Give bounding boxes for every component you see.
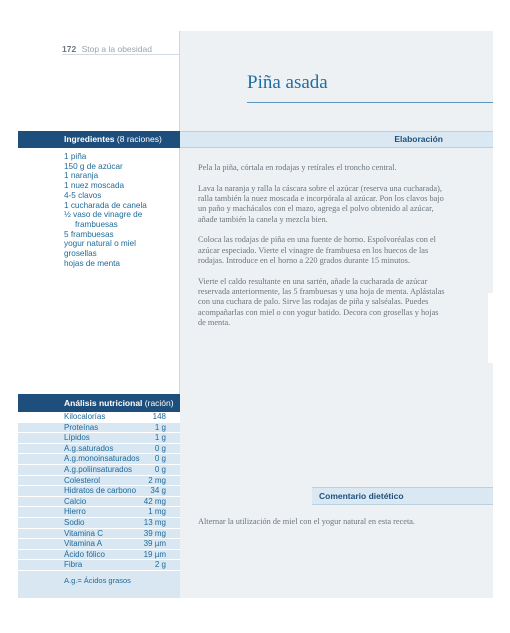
preparation-title: Elaboración xyxy=(394,134,443,144)
nutrient-value: 13 mg xyxy=(143,517,180,528)
nutrient-value: 2 g xyxy=(143,560,180,571)
nutrition-row xyxy=(18,528,180,539)
nutrition-row xyxy=(18,412,180,422)
nutrient-value: 39 mg xyxy=(143,528,180,539)
nutrition-row xyxy=(18,517,180,528)
nutrient-label: Fibra xyxy=(18,560,143,571)
nutrition-row xyxy=(18,549,180,560)
nutrient-label: Proteínas xyxy=(18,422,143,433)
ingredients-servings: (8 raciones) xyxy=(116,134,162,144)
ingredient-item: 1 naranja xyxy=(64,171,99,181)
preparation-header xyxy=(180,131,493,148)
ingredient-item: 1 piña xyxy=(64,152,87,161)
nutrition-row xyxy=(18,486,180,497)
book-title: Stop a la obesidad xyxy=(81,44,152,54)
nutrient-label: Hierro xyxy=(18,507,143,518)
nutrient-value: 1 mg xyxy=(143,507,180,518)
nutrient-value: 1 g xyxy=(143,422,180,433)
ingredient-item: yogur natural o miel xyxy=(64,239,136,249)
nutrition-table xyxy=(18,412,180,571)
page-header xyxy=(62,44,152,54)
preparation-paragraph: Pela la piña, córtala en rodajas y retírales el troncho central. xyxy=(198,163,397,172)
comment-header xyxy=(312,487,493,505)
nutrient-value: 39 µm xyxy=(143,539,180,550)
ingredient-item: ½ vaso de vinagre de xyxy=(64,210,143,220)
nutrition-row xyxy=(18,496,180,507)
nutrition-note: A.g.= Ácidos grasos xyxy=(64,576,131,585)
nutrition-row xyxy=(18,454,180,465)
nutrient-label: Sodio xyxy=(18,517,143,528)
nutrient-value: 0 g xyxy=(143,454,180,465)
ingredients-list xyxy=(64,152,176,268)
nutrient-label: Hidratos de carbono xyxy=(18,486,143,497)
nutrient-value: 34 g xyxy=(143,486,180,497)
comment-text: Alternar la utilización de miel con el yogur natural en esta receta. xyxy=(198,517,416,526)
nutrient-value: 0 g xyxy=(143,443,180,454)
nutrient-label: Vitamina A xyxy=(18,539,143,550)
ingredient-item: grosellas xyxy=(64,249,97,259)
preparation-paragraph: Vierte el caldo resultante en una sartén, añade la cucharada de azúcar reservada anteriormente, las 5 frambuesas y una hoja de menta. Aplástalas con una cuchara de palo. Sirve las rodajas de piña y salséalas. Puedes acompañarlas con miel o con yogur batido. Decora con grosellas y hojas de menta. xyxy=(198,276,445,328)
nutrition-row xyxy=(18,475,180,486)
nutrition-row xyxy=(18,507,180,518)
nutrient-value: 42 mg xyxy=(143,496,180,507)
header-rule xyxy=(62,54,180,55)
ingredient-item: frambuesas xyxy=(75,219,118,229)
nutrition-row xyxy=(18,464,180,475)
preparation-steps xyxy=(198,163,448,339)
page-number: 172 xyxy=(62,44,77,54)
nutrition-title: Análisis nutricional xyxy=(64,398,143,408)
nutrition-row xyxy=(18,422,180,433)
nutrient-label: Kilocalorías xyxy=(18,412,143,422)
nutrient-label: Vitamina C xyxy=(18,528,143,539)
ingredient-item: 5 frambuesas xyxy=(64,229,114,239)
right-edge-tab xyxy=(488,293,493,363)
ingredients-header xyxy=(18,131,180,148)
nutrient-value: 19 µm xyxy=(143,549,180,560)
nutrition-subtitle: (ración) xyxy=(144,398,174,408)
ingredient-item: hojas de menta xyxy=(64,258,120,268)
ingredients-title: Ingredientes xyxy=(64,134,115,144)
nutrient-value: 0 g xyxy=(143,464,180,475)
ingredient-item: 1 nuez moscada xyxy=(64,181,125,191)
nutrition-row xyxy=(18,433,180,444)
ingredient-item: 1 cucharada de canela xyxy=(64,200,147,210)
nutrient-value: 148 xyxy=(143,412,180,422)
nutrition-row xyxy=(18,560,180,571)
preparation-paragraph: Lava la naranja y ralla la cáscara sobre el azúcar (reserva una cucharada), ralla también la nuez moscada e incorpórala al azúcar. Pon los clavos bajo un paño y machácalos con el mazo, agrega el polvo obtenido al azúcar, añade también la canela y mezcla bien. xyxy=(198,183,444,224)
nutrient-label: Lípidos xyxy=(18,433,143,444)
ingredient-item: 150 g de azúcar xyxy=(64,161,123,171)
recipe-title: Piña asada xyxy=(247,72,328,93)
nutrient-label: Colesterol xyxy=(18,475,143,486)
title-rule xyxy=(247,102,493,103)
nutrition-row xyxy=(18,539,180,550)
nutrition-row xyxy=(18,443,180,454)
ingredient-item: 4-5 clavos xyxy=(64,190,102,200)
nutrition-header xyxy=(18,394,180,412)
nutrient-label: A.g.monoinsaturados xyxy=(18,454,143,465)
nutrient-label: Ácido fólico xyxy=(18,549,143,560)
comment-title: Comentario dietético xyxy=(319,491,404,501)
nutrient-label: A.g.saturados xyxy=(18,443,143,454)
nutrient-value: 1 g xyxy=(143,433,180,444)
nutrient-label: A.g.poliinsaturados xyxy=(18,464,143,475)
nutrient-label: Calcio xyxy=(18,496,143,507)
nutrient-value: 2 mg xyxy=(143,475,180,486)
preparation-paragraph: Coloca las rodajas de piña en una fuente de horno. Espolvoréalas con el azúcar especiado. Vierte el vinagre de frambuesa en los huecos de las rodajas. Introduce en el horno a 220 grados durante 15 minutos. xyxy=(198,235,436,266)
